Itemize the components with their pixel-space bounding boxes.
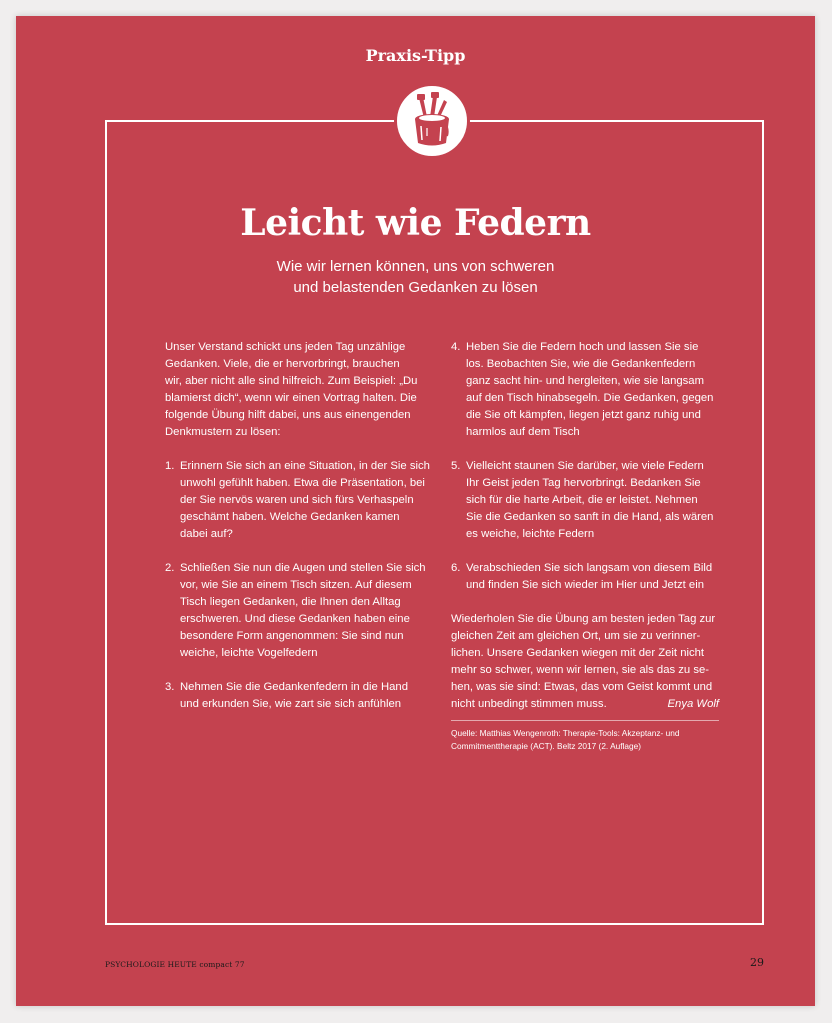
page-number: 29 <box>750 956 764 969</box>
step-number: 5. <box>451 460 461 472</box>
paint-bucket-brushes-icon <box>394 83 470 159</box>
step-number: 4. <box>451 341 461 353</box>
text-line: vor, wie Sie an einem Tisch sitzen. Auf diesem <box>180 579 412 591</box>
text-line: nicht unbedingt stimmen muss. <box>451 698 607 710</box>
text-line: mehr so schwer, wenn wir lernen, sie als das zu se- <box>451 664 710 676</box>
signature-line <box>451 696 719 713</box>
text-line: harmlos auf dem Tisch <box>466 426 580 438</box>
article-subtitle <box>16 256 815 298</box>
step-item-6 <box>451 560 719 594</box>
text-line: Erinnern Sie sich an eine Situation, in der Sie sich <box>180 460 430 472</box>
steps-list-right <box>451 339 719 594</box>
text-line: Unser Verstand schickt uns jeden Tag unzählige <box>165 341 406 353</box>
text-line: blamierst dich“, wenn wir einen Vortrag halten. Die <box>165 392 417 404</box>
text-line: dabei auf? <box>180 528 233 540</box>
text-line: erschweren. Und diese Gedanken haben eine <box>180 613 410 625</box>
step-item-5 <box>451 458 719 543</box>
step-item-1 <box>165 458 440 543</box>
subtitle-line: Wie wir lernen können, uns von schweren <box>276 258 555 275</box>
text-line: die Sie oft kämpfen, liegen jetzt ganz ruhig und <box>466 409 701 421</box>
source-divider <box>451 720 719 721</box>
step-item-4 <box>451 339 719 441</box>
step-item-3 <box>165 679 440 713</box>
text-line: Sie die Gedanken so sanft in die Hand, als wären <box>466 511 714 523</box>
text-line: Tisch liegen Gedanken, die Ihnen den Alltag <box>180 596 401 608</box>
text-line: und erkunden Sie, wie zart sie sich anfühlen <box>180 698 402 710</box>
article-title: Leicht wie Federn <box>240 202 591 244</box>
text-line: Ihr Geist jeden Tag hervorbringt. Bedanken Sie <box>466 477 701 489</box>
closing-paragraph <box>451 611 719 713</box>
step-number: 2. <box>165 562 175 574</box>
subtitle-line: und belastenden Gedanken zu lösen <box>293 279 538 296</box>
source-line: Commitmenttherapie (ACT). Beltz 2017 (2. Auflage) <box>451 741 641 751</box>
text-line: auf den Tisch hinabsegeln. Die Gedanken, gegen <box>466 392 714 404</box>
text-line: lichen. Unsere Gedanken wiegen mit der Zeit nicht <box>451 647 705 659</box>
author-name: Enya Wolf <box>667 698 719 710</box>
text-line: geschämt haben. Welche Gedanken kamen <box>180 511 400 523</box>
text-line: besondere Form angenommen: Sie sind nun <box>180 630 404 642</box>
text-line: Gedanken. Viele, die er hervorbringt, brauchen <box>165 358 400 370</box>
step-item-2 <box>165 560 440 662</box>
step-number: 6. <box>451 562 461 574</box>
text-line: unwohl gefühlt haben. Etwa die Präsentation, bei <box>180 477 425 489</box>
magazine-page <box>16 16 815 1006</box>
text-line: wir, aber nicht alle sind hilfreich. Zum Beispiel: „Du <box>165 375 418 387</box>
text-line: der Sie nervös waren und sich fürs Verhaspeln <box>180 494 414 506</box>
text-line: sich für die harte Arbeit, die er leistet. Nehmen <box>466 494 698 506</box>
text-line: gleichen Zeit am gleichen Ort, um sie zu verinner- <box>451 630 701 642</box>
text-line: los. Beobachten Sie, wie die Gedankenfedern <box>466 358 696 370</box>
text-line: weiche, leichte Vogelfedern <box>180 647 318 659</box>
text-line: Vielleicht staunen Sie darüber, wie viele Federn <box>466 460 704 472</box>
text-line: folgende Übung hilft dabei, uns aus einengenden <box>165 409 411 421</box>
text-line: Verabschieden Sie sich langsam von diesem Bild <box>466 562 713 574</box>
source-line: Quelle: Matthias Wengenroth: Therapie-Tools: Akzeptanz- und <box>451 728 680 738</box>
text-line: hen, was sie sind: Etwas, das vom Geist kommt und <box>451 681 713 693</box>
step-number: 3. <box>165 681 175 693</box>
text-line: und finden Sie sich wieder im Hier und Jetzt ein <box>466 579 704 591</box>
steps-list-left <box>165 458 440 713</box>
text-column-right <box>451 339 719 753</box>
step-number: 1. <box>165 460 175 472</box>
magazine-footer: PSYCHOLOGIE HEUTE compact 77 <box>105 960 245 969</box>
text-column-left <box>165 339 440 713</box>
source-note <box>451 727 719 753</box>
text-line: Denkmustern zu lösen: <box>165 426 281 438</box>
text-line: ganz sacht hin- und hergleiten, wie sie langsam <box>466 375 705 387</box>
text-line: Nehmen Sie die Gedankenfedern in die Hand <box>180 681 408 693</box>
intro-paragraph <box>165 339 440 441</box>
section-kicker: Praxis-Tipp <box>365 46 466 65</box>
text-line: Wiederholen Sie die Übung am besten jeden Tag zur <box>451 613 716 625</box>
text-line: es weiche, leichte Federn <box>466 528 595 540</box>
text-line: Heben Sie die Federn hoch und lassen Sie sie <box>466 341 699 353</box>
text-line: Schließen Sie nun die Augen und stellen Sie sich <box>180 562 426 574</box>
